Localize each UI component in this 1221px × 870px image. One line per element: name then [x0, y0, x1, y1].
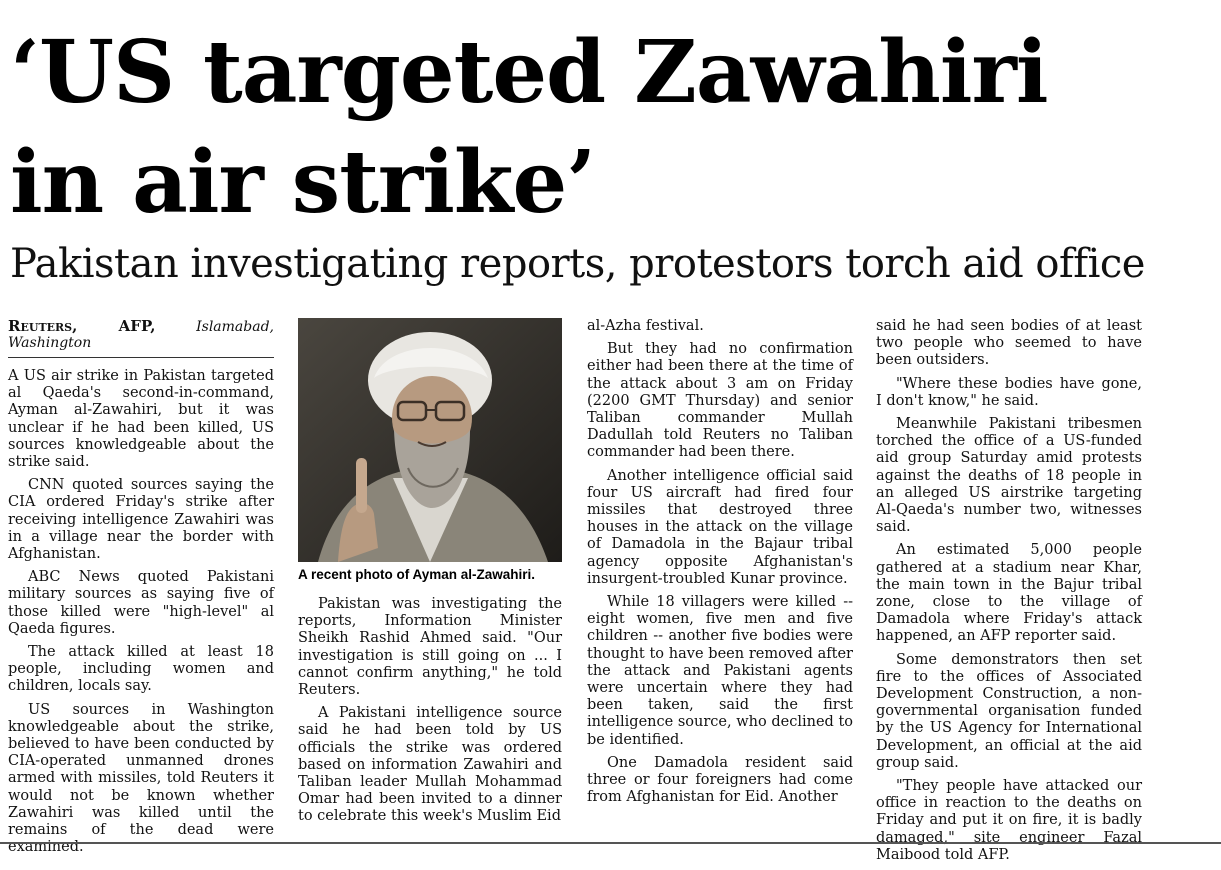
paragraph: While 18 villagers were killed -- eight women, five men and five children -- another five bodies were thought to have been removed after the attack and Pakistani agents were uncertain where they had been taken, said the first intelligence source, who declined to be identified. — [587, 594, 853, 748]
article-column-1 — [8, 318, 274, 862]
portrait-image — [298, 318, 562, 562]
byline-agency: Reuters, AFP, — [8, 317, 156, 335]
paragraph: A US air strike in Pakistan targeted al Qaeda's second-in-command, Ayman al-Zawahiri, but it was unclear if he had been killed, US sources knowledgeable about the strike said. — [8, 368, 274, 471]
paragraph: said he had seen bodies of at least two people who seemed to have been outsiders. — [876, 318, 1142, 369]
paragraph: "Where these bodies have gone, I don't know," he said. — [876, 375, 1142, 409]
paragraph: An estimated 5,000 people gathered at a stadium near Khar, the main town in the Bajur tribal zone, close to the village of Damadola where Friday's attack happened, an AFP reporter said. — [876, 542, 1142, 645]
paragraph: A Pakistani intelligence source said he had been told by US officials the strike was ordered based on information Zawahiri and Taliban leader Mullah Mohammad Omar had been invited to a dinner to celebrate this week's Muslim Eid — [298, 705, 562, 825]
paragraph: Meanwhile Pakistani tribesmen torched the office of a US-funded aid group Saturday amid protests against the deaths of 18 people in an alleged US airstrike targeting Al-Qaeda's number two, witnesses said. — [876, 416, 1142, 536]
byline-location: Islamabad, Washington — [8, 319, 274, 351]
paragraph: Some demonstrators then set fire to the offices of Associated Development Construction, a non-governmental organisation funded by the US Agency for International Development, an official at the aid group said. — [876, 651, 1142, 771]
article-column-3 — [587, 318, 853, 812]
headline-line-1: ‘US targeted Zawahiri — [10, 22, 1048, 123]
paragraph: ABC News quoted Pakistani military sources as saying five of those killed were "high-level" al Qaeda figures. — [8, 569, 274, 637]
article-column-4 — [876, 318, 1142, 870]
subheadline: Pakistan investigating reports, protestors torch aid office — [10, 241, 1145, 287]
byline-rule — [8, 357, 274, 358]
headline — [10, 18, 1210, 238]
paragraph: "They people have attacked our office in reaction to the deaths on Friday and put it on fire, it is badly damaged," site engineer Fazal Maibood told AFP. — [876, 778, 1142, 863]
paragraph: Another intelligence official said four US aircraft had fired four missiles that destroyed three houses in the attack on the village of Damadola in the Bajaur tribal agency opposite Afghanistan's insurgent-troubled Kunar province. — [587, 467, 853, 587]
news-photo — [298, 318, 562, 562]
paragraph: But they had no confirmation either had been there at the time of the attack about 3 am on Friday (2200 GMT Thursday) and senior Taliban commander Mullah Dadullah told Reuters no Taliban commander had been there. — [587, 341, 853, 461]
paragraph: US sources in Washington knowledgeable about the strike, believed to have been conducted by CIA-operated unmanned drones armed with missiles, told Reuters it would not be known whether Zawahiri was killed until the remains of the dead were examined. — [8, 701, 274, 856]
article-column-2 — [298, 596, 562, 832]
paragraph: al-Azha festival. — [587, 318, 704, 334]
paragraph: Pakistan was investigating the reports, Information Minister Sheikh Rashid Ahmed said. "Our investigation is still going on ... I cannot confirm anything," he told Reuters. — [298, 596, 562, 699]
page-bottom-rule — [0, 842, 1221, 844]
paragraph: CNN quoted sources saying the CIA ordered Friday's strike after receiving intelligence Zawahiri was in a village near the border with Afghanistan. — [8, 477, 274, 563]
photo-caption: A recent photo of Ayman al-Zawahiri. — [298, 567, 536, 582]
paragraph: The attack killed at least 18 people, including women and children, locals say. — [8, 644, 274, 695]
paragraph: One Damadola resident said three or four foreigners had come from Afghanistan for Eid. Another — [587, 754, 853, 806]
byline — [8, 318, 274, 351]
headline-line-2: in air strike’ — [10, 132, 596, 233]
